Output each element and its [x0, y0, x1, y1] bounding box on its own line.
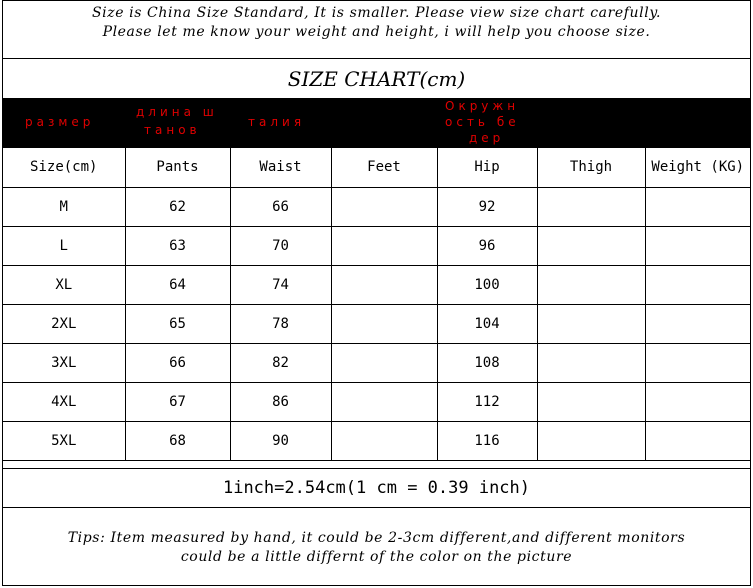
- cell-waist: 78: [230, 304, 331, 343]
- cell-thigh: [537, 421, 645, 460]
- table-row: [3, 226, 750, 265]
- ru-pants-label-2: танов: [144, 123, 201, 137]
- cell-size: XL: [3, 265, 125, 304]
- ru-hip-label-3: дер: [469, 131, 505, 145]
- measurement-tips: [3, 508, 750, 587]
- table-row: [3, 265, 750, 304]
- header-thigh: Thigh: [537, 148, 645, 187]
- size-chart-frame: [2, 0, 751, 586]
- cell-weight: [645, 265, 750, 304]
- cell-weight: [645, 187, 750, 226]
- cell-size: 4XL: [3, 382, 125, 421]
- table-row: [3, 382, 750, 421]
- notice-line-2: Please let me know your weight and height, i will help you choose size.: [102, 24, 651, 40]
- cell-size: M: [3, 187, 125, 226]
- cell-waist: 86: [230, 382, 331, 421]
- cell-thigh: [537, 304, 645, 343]
- cell-feet: [331, 304, 437, 343]
- cell-pants: 67: [125, 382, 230, 421]
- ru-waist-label: талия: [248, 115, 306, 129]
- unit-conversion: 1inch=2.54cm(1 cm = 0.39 inch): [3, 468, 750, 508]
- cell-pants: 64: [125, 265, 230, 304]
- cell-thigh: [537, 382, 645, 421]
- chart-title: SIZE CHART(cm): [287, 67, 466, 91]
- cell-pants: 63: [125, 226, 230, 265]
- ru-size-label: размер: [25, 115, 95, 129]
- cell-pants: 66: [125, 343, 230, 382]
- header-hip: Hip: [437, 148, 537, 187]
- ru-hip-label-1: Окружн: [445, 99, 520, 113]
- cell-hip: 116: [437, 421, 537, 460]
- cell-weight: [645, 304, 750, 343]
- cell-feet: [331, 226, 437, 265]
- cell-size: 2XL: [3, 304, 125, 343]
- cell-thigh: [537, 226, 645, 265]
- cell-weight: [645, 226, 750, 265]
- cell-feet: [331, 265, 437, 304]
- cell-thigh: [537, 187, 645, 226]
- tips-line-1: Tips: Item measured by hand, it could be 2-3cm different,and different monitors: [67, 530, 686, 546]
- cell-feet: [331, 421, 437, 460]
- ru-hip-label-2: ость бе: [445, 115, 520, 129]
- header-size: Size(cm): [3, 148, 125, 187]
- cell-feet: [331, 382, 437, 421]
- cell-thigh: [537, 343, 645, 382]
- cell-size: L: [3, 226, 125, 265]
- size-table-header-row: [3, 148, 750, 187]
- cell-weight: [645, 382, 750, 421]
- ru-pants-label-1: длина ш: [136, 105, 218, 119]
- cell-thigh: [537, 265, 645, 304]
- cell-pants: 62: [125, 187, 230, 226]
- header-waist: Waist: [230, 148, 331, 187]
- cell-pants: 65: [125, 304, 230, 343]
- cell-size: 3XL: [3, 343, 125, 382]
- header-pants: Pants: [125, 148, 230, 187]
- cell-hip: 96: [437, 226, 537, 265]
- table-row: [3, 304, 750, 343]
- cell-weight: [645, 421, 750, 460]
- cell-waist: 82: [230, 343, 331, 382]
- cell-hip: 92: [437, 187, 537, 226]
- cell-hip: 104: [437, 304, 537, 343]
- table-row: [3, 421, 750, 460]
- cell-waist: 74: [230, 265, 331, 304]
- cell-waist: 90: [230, 421, 331, 460]
- header-weight: Weight (KG): [645, 148, 750, 187]
- cell-pants: 68: [125, 421, 230, 460]
- table-row: [3, 343, 750, 382]
- cell-hip: 108: [437, 343, 537, 382]
- cell-waist: 70: [230, 226, 331, 265]
- tips-line-2: could be a little differnt of the color on the picture: [180, 549, 573, 565]
- cell-hip: 112: [437, 382, 537, 421]
- table-row: [3, 187, 750, 226]
- cell-waist: 66: [230, 187, 331, 226]
- cell-hip: 100: [437, 265, 537, 304]
- size-notice: [3, 1, 750, 59]
- cell-weight: [645, 343, 750, 382]
- russian-header-band: [3, 98, 750, 148]
- size-table: [3, 148, 750, 461]
- header-feet: Feet: [331, 148, 437, 187]
- notice-line-1: Size is China Size Standard, It is smaller. Please view size chart carefully.: [91, 5, 662, 21]
- cell-feet: [331, 187, 437, 226]
- cell-feet: [331, 343, 437, 382]
- cell-size: 5XL: [3, 421, 125, 460]
